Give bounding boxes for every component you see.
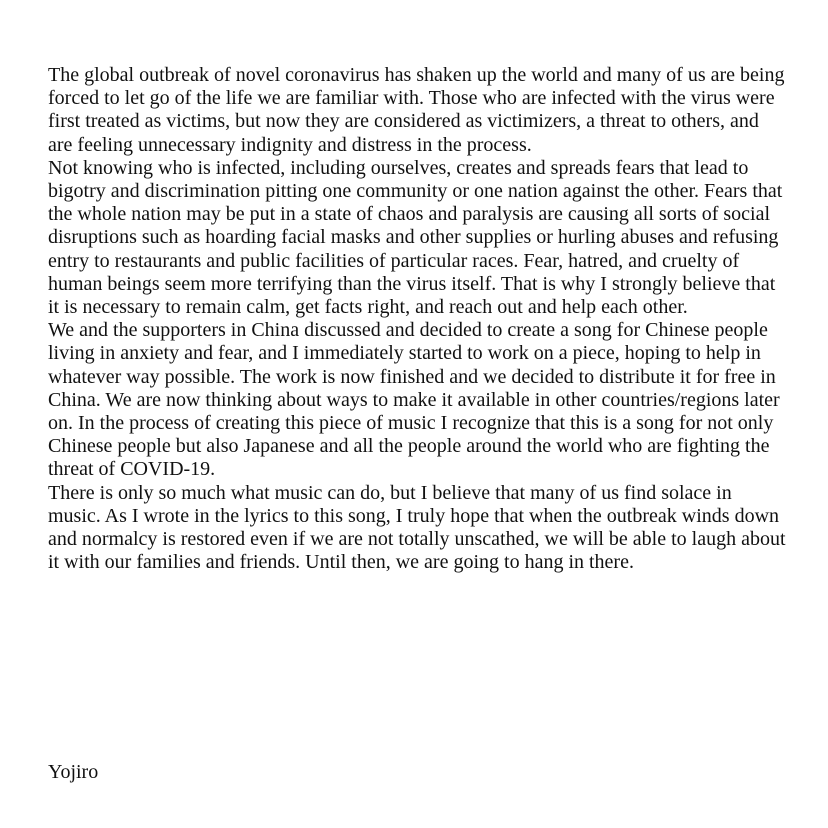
paragraph-song: We and the supporters in China discussed and decided to create a song for Chinese people living in anxiety and fear, and I immediately started to work on a piece, hoping to help in whatever way possible. The work is now finished and we decided to distribute it for free in China. We are now thinking about ways to make it available in other countries/regions later on. In the process of creating this piece of music I recognize that this is a song for not only Chinese people but also Japanese and all the people around the world who are fighting the threat of COVID-19.: [48, 319, 780, 481]
signature: Yojiro: [48, 761, 99, 783]
paragraph-fears: Not knowing who is infected, including ourselves, creates and spreads fears that lead to bigotry and discrimination pitting one community or one nation against the other. Fears that the whole nation may be put in a state of chaos and paralysis are causing all sorts of social disruptions such as hoarding facial masks and other supplies or hurling abuses and refusing entry to restaurants and public facilities of particular races. Fear, hatred, and cruelty of human beings seem more terrifying than the virus itself. That is why I strongly believe that it is necessary to remain calm, get facts right, and reach out and help each other.: [48, 156, 783, 319]
letter-body: [48, 64, 788, 574]
paragraph-music: There is only so much what music can do, but I believe that many of us find solace in music. As I wrote in the lyrics to this song, I truly hope that when the outbreak winds down and normalcy is restored even if we are not totally unscathed, we will be able to laugh about it with our families and friends. Until then, we are going to hang in there.: [48, 481, 786, 574]
paragraph-outbreak: The global outbreak of novel coronavirus has shaken up the world and many of us are being forced to let go of the life we are familiar with. Those who are infected with the virus were first treated as victims, but now they are considered as victimizers, a threat to others, and are feeling unnecessary indignity and distress in the process.: [48, 64, 785, 156]
